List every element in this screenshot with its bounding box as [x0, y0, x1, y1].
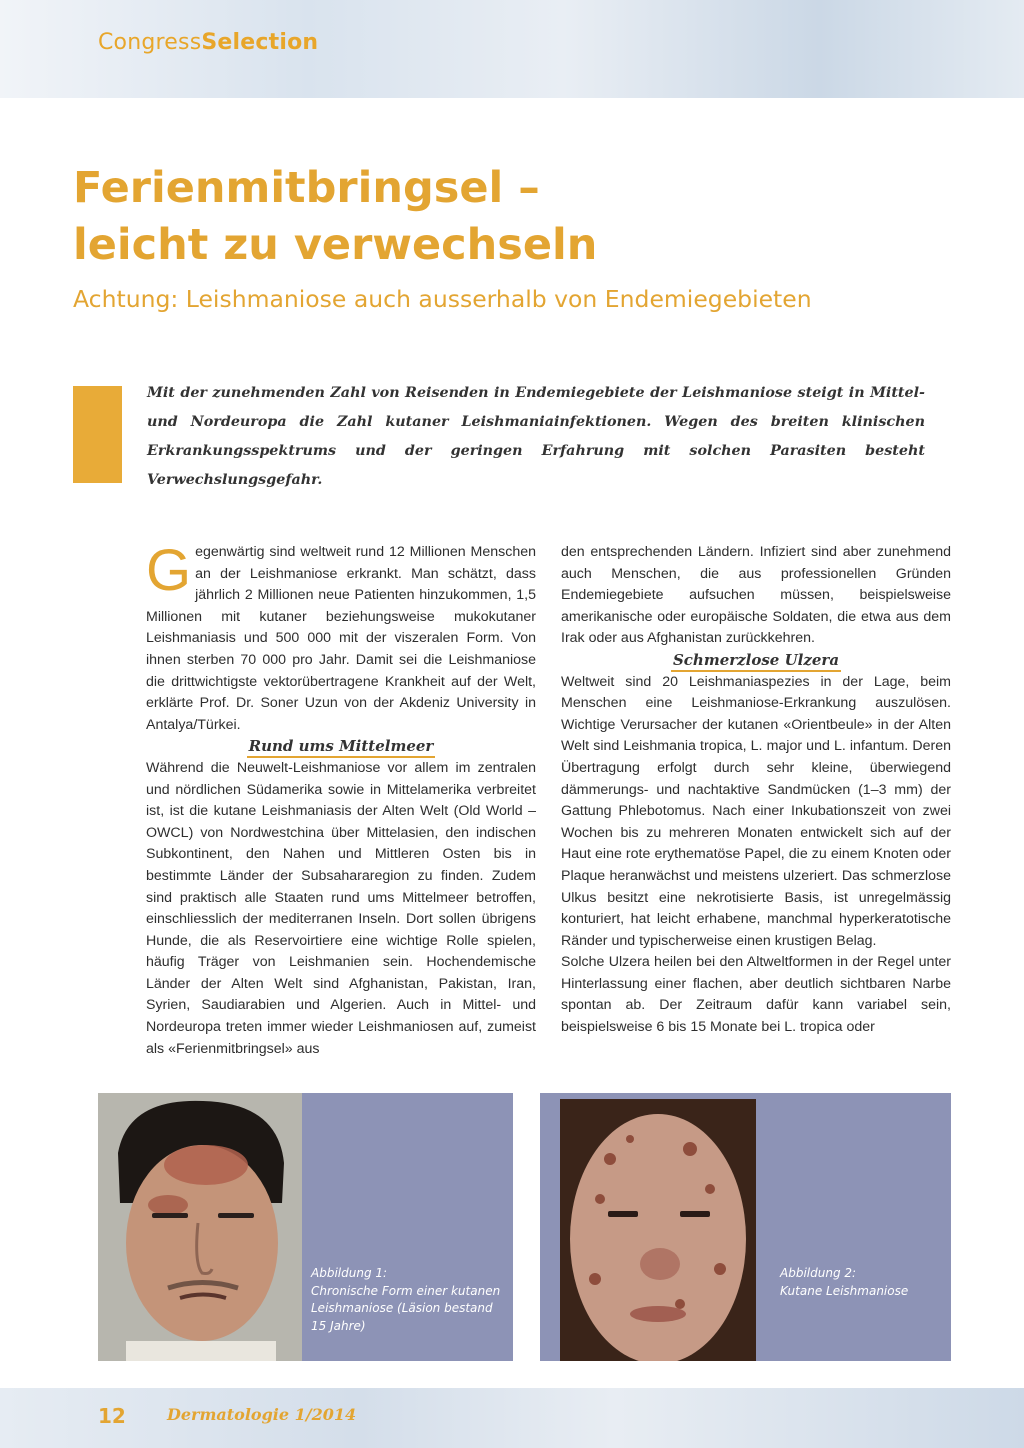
figure-2: [540, 1093, 951, 1361]
figure-2-text: Kutane Leishmaniose: [780, 1283, 909, 1298]
subheading-ulzera: Schmerzlose Ulzera: [561, 650, 951, 672]
brand-bold: Selection: [201, 30, 319, 55]
paragraph-ulzera: Weltweit sind 20 Leishmaniaspezies in der Lage, beim Menschen eine Leishmaniose-Erkrankung auszulösen. Wichtige Verursacher der kutanen «Orientbeule» in der Alten Welt sind Leishmania tropica, L. major und L. infantum. Deren Übertragung erfolgt durch sehr kleine, überwiegend dämmerungs- und nachtaktive Sandmücken (1–3 mm) der Gattung Phlebotomus. Nach einer Inkubationszeit von zwei Wochen bis zu mehreren Monaten entwickelt sich auf der Haut eine rote erythematöse Papel, die zu einem Knoten oder Plaque heranwächst und meistens ulzeriert. Das schmerzlose Ulkus besitzt eine nekrotisierte Basis, ist unregelmässig konturiert, hat leicht erhabene, manchmal hyperkeratotische Ränder und typischerweise einen krustigen Belag.: [561, 673, 951, 949]
subheading-mittelmeer: Rund ums Mittelmeer: [146, 736, 536, 758]
lead-paragraph: Mit der zunehmenden Zahl von Reisenden in Endemiegebiete der Leishmaniose steigt in Mittel- und Nordeuropa die Zahl kutaner Leishmaniainfektionen. Wegen des breiten klinischen Erkrankungsspektrums und der geringen Erfahrung mit solchen Parasiten besteht Verwechslungsgefahr.: [147, 385, 925, 488]
face-photo-2: [560, 1099, 756, 1361]
title-line-2: leicht zu verwechseln: [73, 220, 598, 270]
drop-cap: G: [146, 538, 192, 603]
paragraph-healing: Solche Ulzera heilen bei den Altweltformen in der Regel unter Hinterlassung einer flachen, aber deutlich sichtbaren Narbe spontan ab. Der Zeitraum dafür kann variabel sein, beispielsweise 6 bis 15 Monate bei L. tropica oder: [561, 954, 951, 1036]
title-line-1: Ferienmitbringsel –: [73, 163, 540, 213]
figure-1-label: Abbildung 1:: [311, 1266, 388, 1280]
text-column-left: [146, 538, 536, 1060]
lead-accent-bar: [73, 386, 122, 483]
section-brand: [98, 30, 318, 55]
figure-1-text: Chronische Form einer kutanen Leishmaniose (Läsion bestand 15 Jahre): [311, 1283, 501, 1333]
footer-band: [0, 1388, 1024, 1448]
brand-light: Congress: [98, 30, 202, 55]
text-column-right: [561, 542, 951, 1039]
article-title: [73, 160, 973, 274]
page-number: 12: [98, 1404, 126, 1428]
figure-1-photo: [98, 1093, 302, 1361]
paragraph-intro: [146, 538, 536, 736]
journal-name: Dermatologie 1/2014: [167, 1405, 357, 1424]
paragraph-intro-text: egenwärtig sind weltweit rund 12 Millionen Menschen an der Leishmaniose erkrankt. Man schätzt, dass jährlich 2 Millionen neue Patienten hinzukommen, 1,5 Millionen mit kutaner beziehungsweise mukokutaner Leishmaniasis und 500 000 mit der viszeralen Form. Von ihnen sterben 70 000 pro Jahr. Damit sei die Leishmaniose die drittwichtigste vektorübertragene Krankheit auf der Welt, erklärte Prof. Dr. Soner Uzun von der Akdeniz University in Antalya/Türkei.: [146, 544, 536, 733]
paragraph-continued: den entsprechenden Ländern. Infiziert sind aber zunehmend auch Menschen, die aus professionellen Gründen Endemiegebiete aufsuchen müssen, beispielsweise amerikanische oder europäische Soldaten, die etwa aus dem Irak oder aus Afghanistan zurückkehren.: [561, 544, 951, 647]
figure-2-caption: [780, 1265, 945, 1300]
figure-2-label: Abbildung 2:: [780, 1266, 857, 1280]
figure-1: [98, 1093, 513, 1361]
paragraph-mittelmeer: Während die Neuwelt-Leishmaniose vor allem im zentralen und nördlichen Südamerika sowie in Mittelamerika verbreitet ist, ist die kutane Leishmaniasis der Alten Welt (Old World – OWCL) von Nordwestchina über Mittelasien, den indischen Subkontinent, den Nahen und Mittleren Osten bis in bestimmte Länder der Subsahararegion zu finden. Zudem sind praktisch alle Staaten rund ums Mittelmeer betroffen, einschliesslich der mediterranen Inseln. Dort sollen übrigens Hunde, die als Reservoirtiere eine wichtige Rolle spielen, häufig Träger von Leishmanien sein. Hochendemische Länder der Alten Welt sind Afghanistan, Pakistan, Iran, Syrien, Saudiarabien und Algerien. Auch in Mittel- und Nordeuropa treten immer wieder Leishmaniosen auf, zumeist als «Ferienmitbringsel» aus: [146, 759, 536, 1057]
face-photo-1: [98, 1093, 302, 1361]
article-subtitle: Achtung: Leishmaniose auch ausserhalb von Endemiegebieten: [73, 285, 812, 313]
figure-2-photo: [560, 1099, 756, 1361]
figure-1-caption: [311, 1265, 501, 1335]
